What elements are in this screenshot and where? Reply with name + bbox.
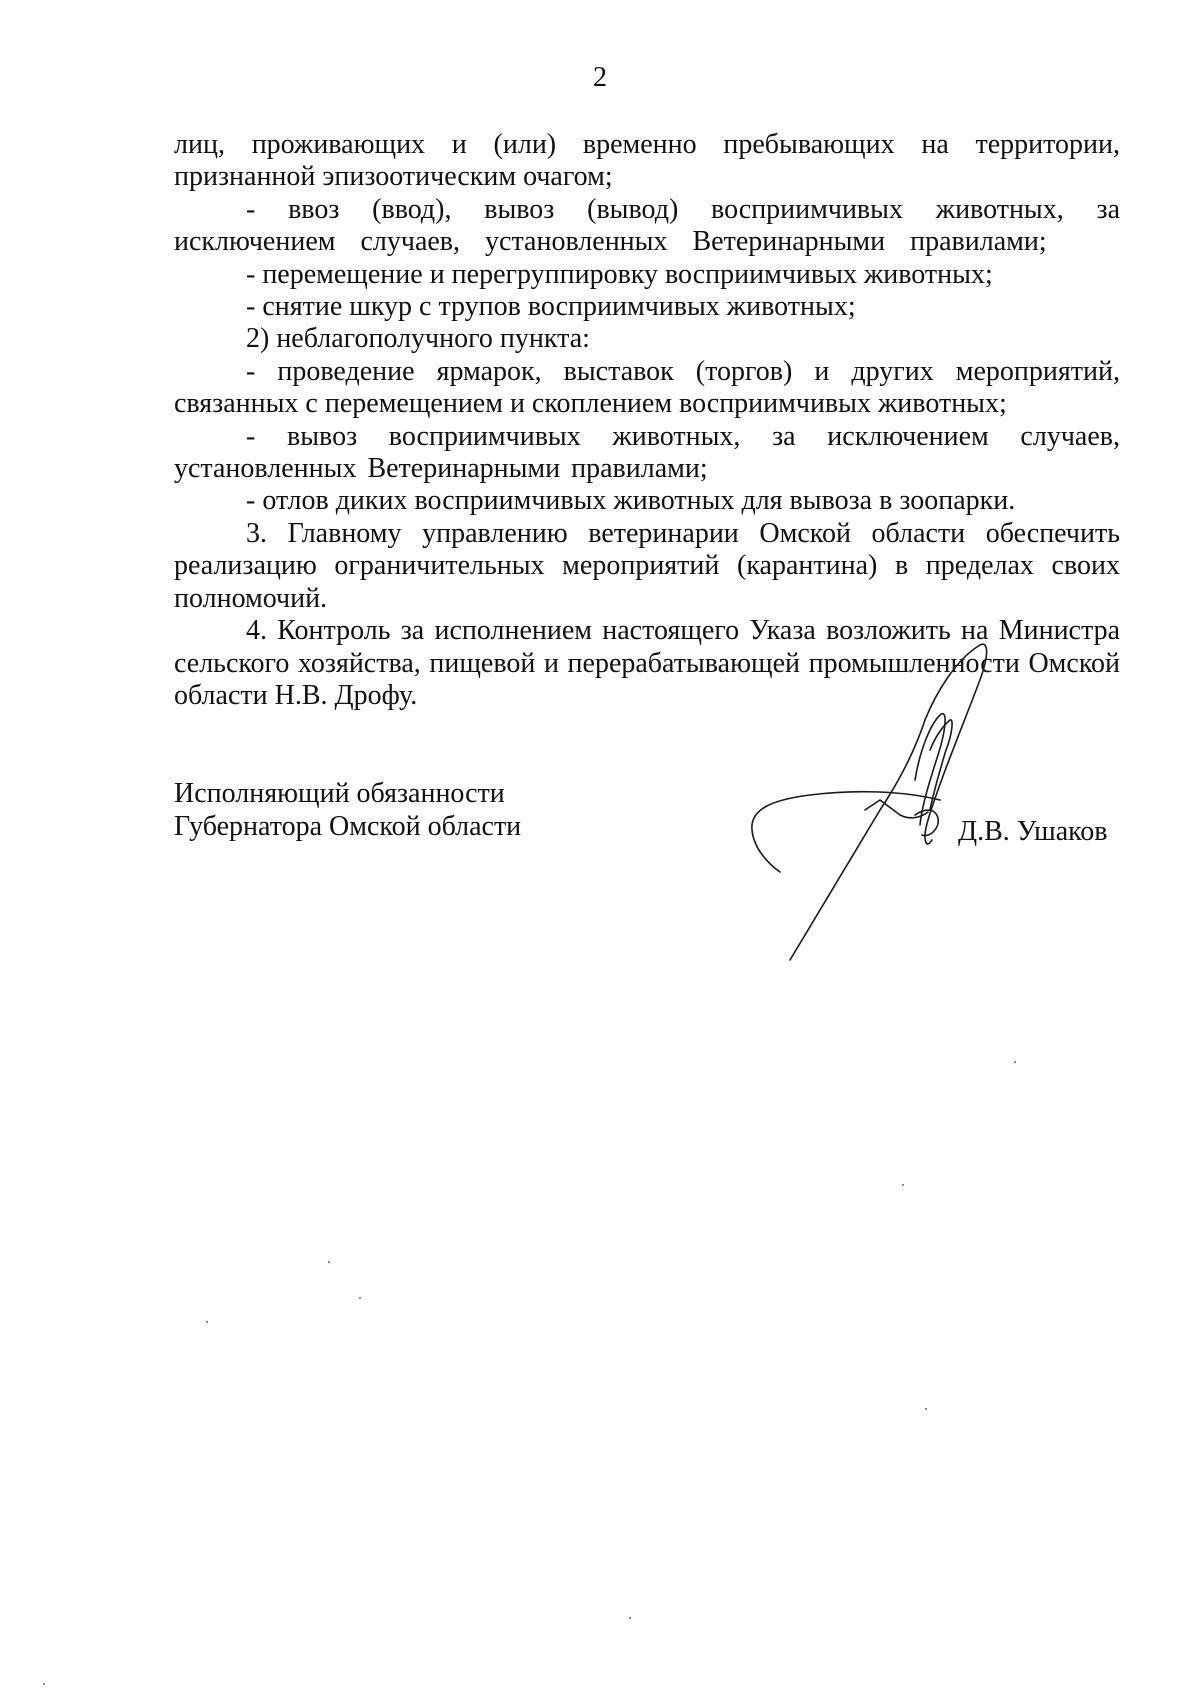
signatory-title (174, 777, 521, 843)
handwritten-signature (740, 640, 1020, 970)
paragraph-persons-in-focus: лиц, проживающих и (или) временно пребывающих на территории, признанной эпизоотическим очагом; (174, 129, 1120, 193)
signatory-name: Д.В. Ушаков (958, 816, 1108, 847)
paragraph-affected-point-heading: 2) неблагополучного пункта: (246, 323, 590, 355)
paragraph-import-export-ban: - ввоз (ввод), вывоз (вывод) восприимчивых животных, за исключением случаев, установленных Ветеринарными правилами; (174, 193, 1120, 258)
document-body (174, 129, 1120, 712)
paragraph-clause-4: 4. Контроль за исполнением настоящего Указа возложить на Министра сельского хозяйства, пищевой и перерабатывающей промышленности Омской области Н.В. Дрофу. (174, 615, 1120, 711)
page-number: 2 (593, 62, 607, 93)
paragraph-clause-3: 3. Главному управлению ветеринарии Омской области обеспечить реализацию ограничительных мероприятий (карантина) в пределах своих полномочий. (174, 517, 1120, 614)
paragraph-fairs-ban: - проведение ярмарок, выставок (торгов) и других мероприятий, связанных с перемещением и скоплением восприимчивых животных; (174, 355, 1120, 420)
signatory-title-line-2: Губернатора Омской области (174, 811, 522, 842)
paragraph-wild-animals-ban: - отлов диких восприимчивых животных для вывоза в зоопарки. (246, 485, 1016, 517)
paragraph-export-ban: - вывоз восприимчивых животных, за исключением случаев, установленных Ветеринарными правилами; (174, 420, 1120, 485)
paragraph-skinning-ban: - снятие шкур с трупов восприимчивых животных; (246, 291, 856, 323)
signatory-title-line-1: Исполняющий обязанности (174, 778, 505, 809)
paragraph-relocation-ban: - перемещение и перегруппировку восприимчивых животных; (246, 258, 993, 290)
